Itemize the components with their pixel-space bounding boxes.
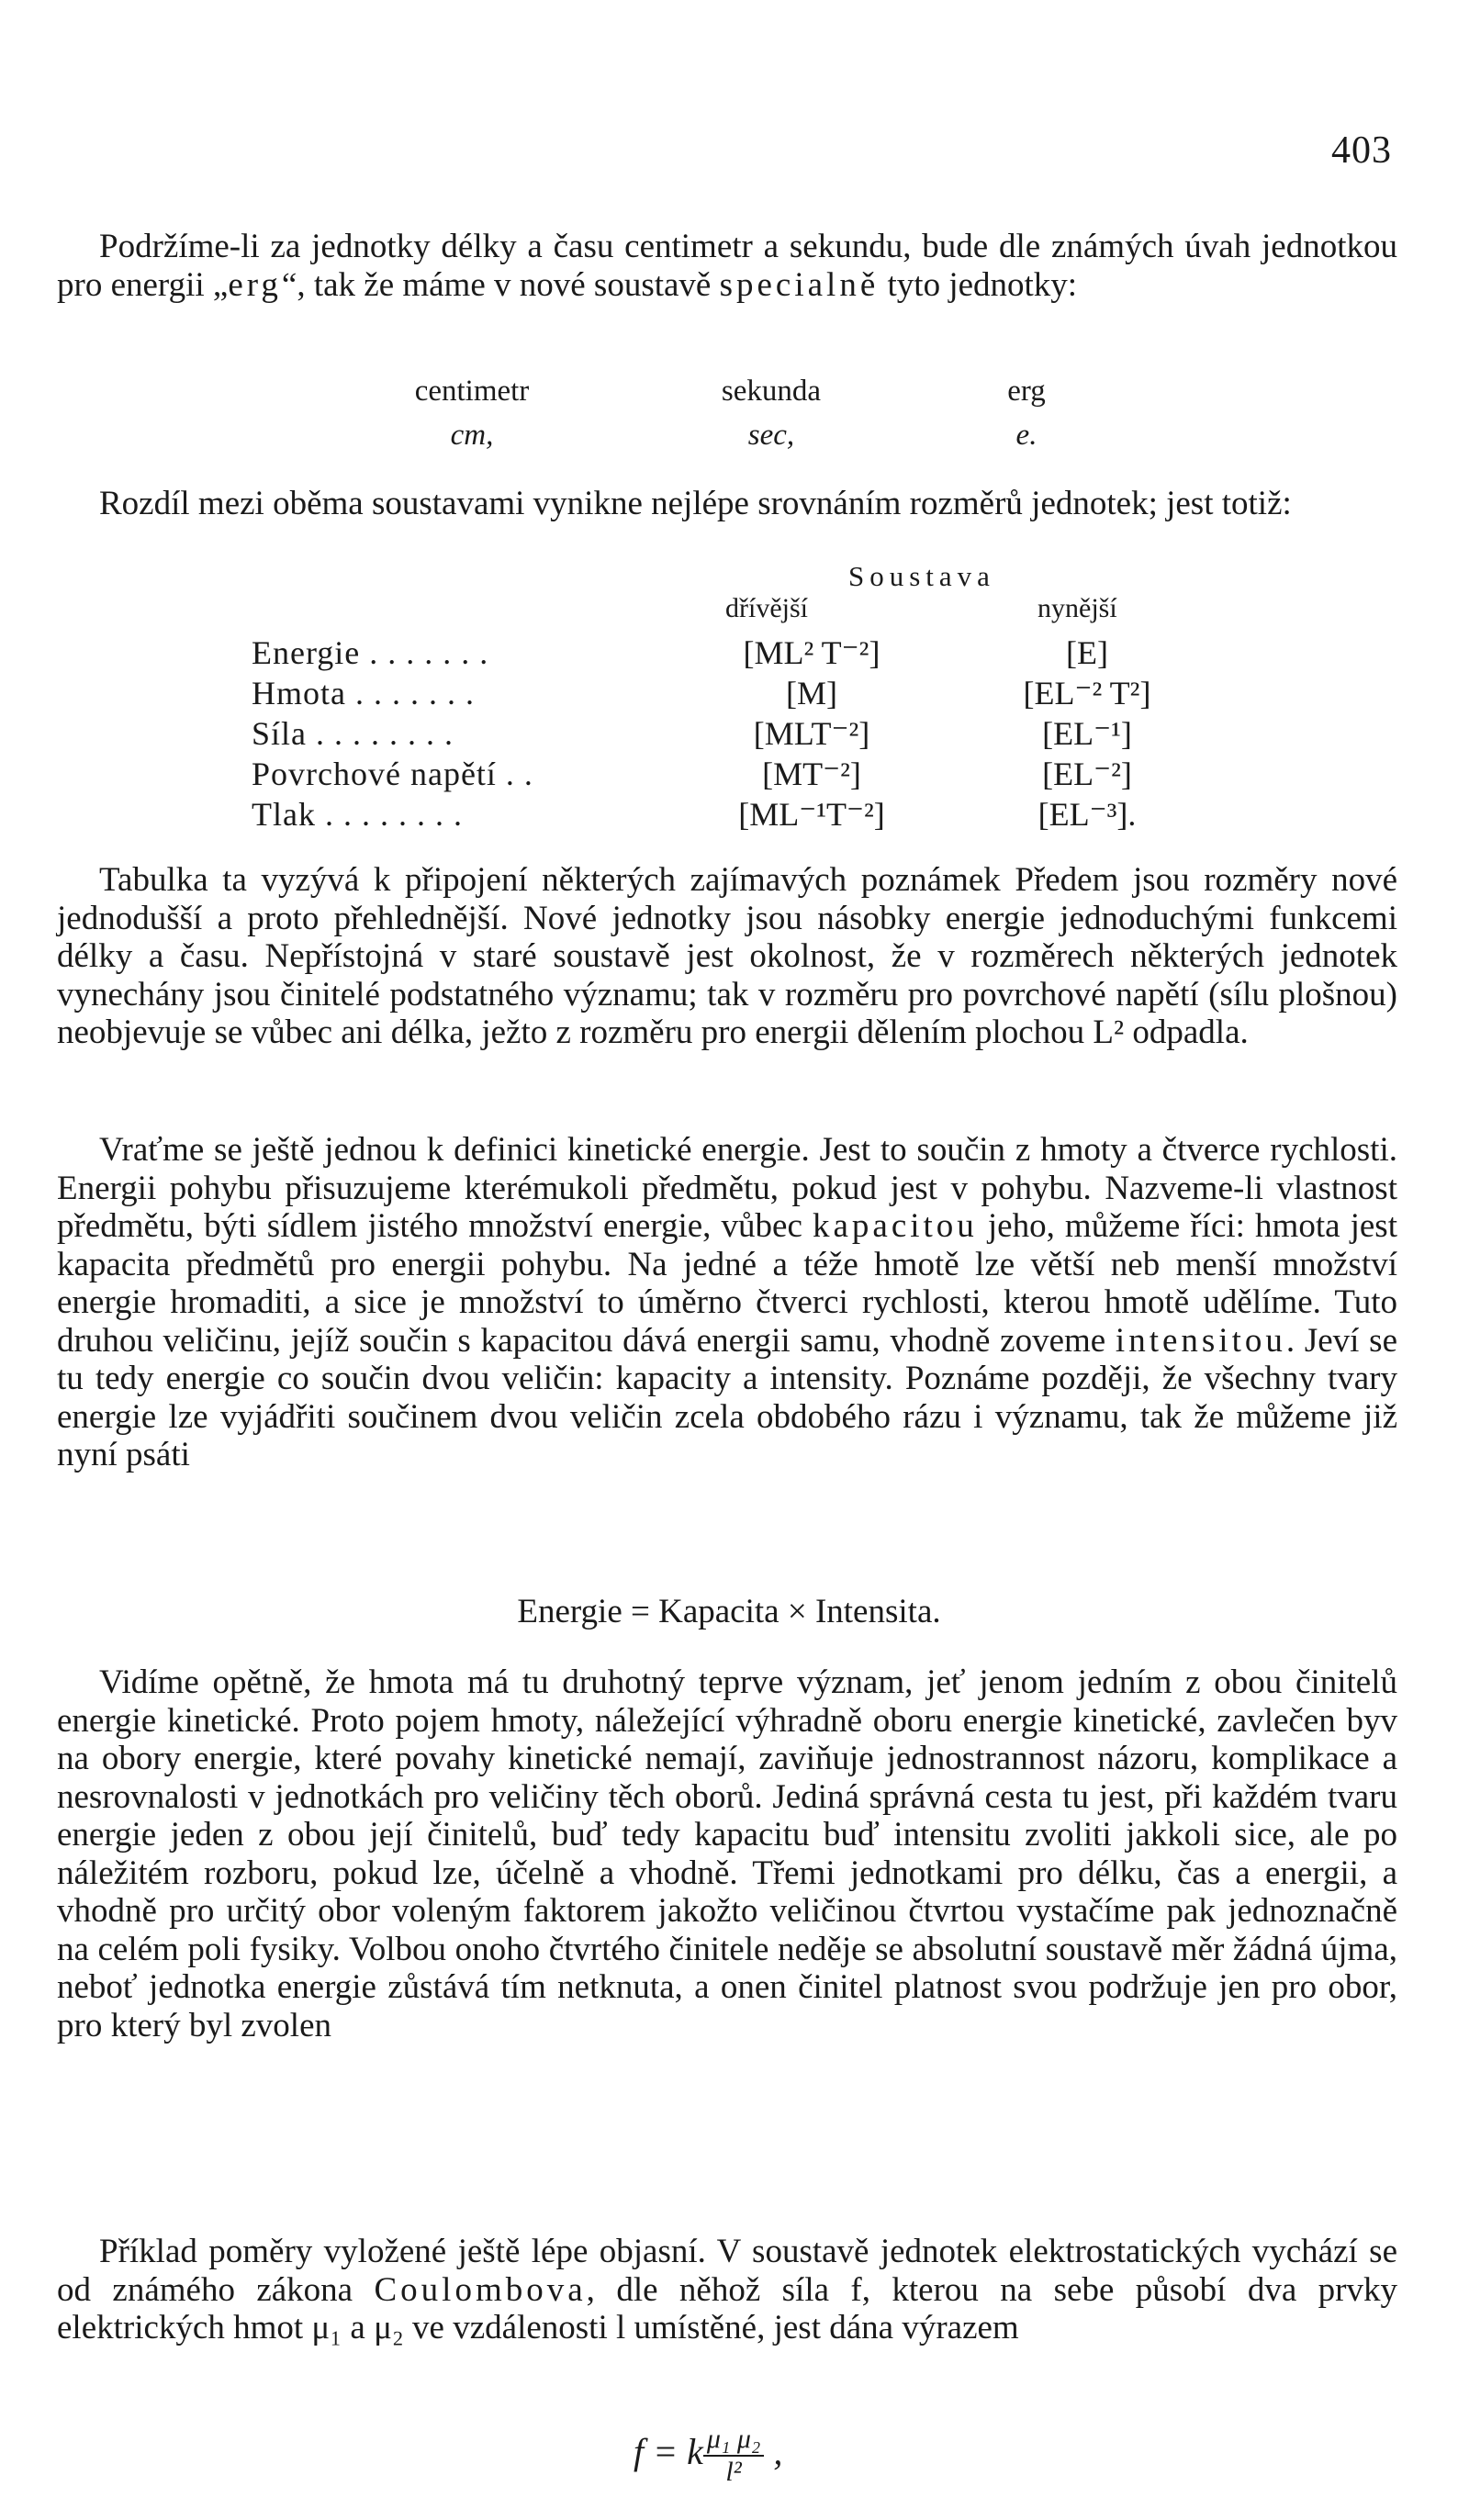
formula-numerator: μ₁ μ₂ bbox=[703, 2424, 764, 2457]
column-new: nynější bbox=[1037, 593, 1117, 623]
table-row: Povrchové napětí . . [MT⁻²] [EL⁻²] bbox=[252, 756, 1132, 792]
table-row: Hmota . . . . . . . [M] [EL⁻² T²] bbox=[252, 675, 1151, 711]
term-kapacita: kapacitou bbox=[812, 1207, 978, 1245]
comparison-intro: Rozdíl mezi oběma soustavami vynikne nejlépe srovnáním rozměrů jednotek; jest totiž: bbox=[99, 485, 1292, 522]
formula-denominator: l² bbox=[725, 2457, 742, 2487]
formula-fraction bbox=[703, 2424, 764, 2488]
formula-tail: , bbox=[764, 2431, 783, 2473]
coulomb-formula bbox=[634, 2424, 782, 2488]
unit-name-cm: centimetr bbox=[414, 375, 530, 408]
term-specialne: specialně bbox=[719, 265, 880, 304]
table-row: Energie . . . . . . . [ML² T⁻²] [E] bbox=[252, 634, 1108, 671]
formula-lhs: f = k bbox=[634, 2431, 703, 2473]
table-row: Síla . . . . . . . . [MLT⁻²] [EL⁻¹] bbox=[252, 715, 1132, 752]
term-intensita: intensitou bbox=[1115, 1321, 1286, 1360]
unit-symbol-cm: cm, bbox=[450, 419, 494, 452]
energy-formula: Energie = Kapacita × Intensita. bbox=[517, 1593, 941, 1630]
page-number: 403 bbox=[1331, 129, 1392, 172]
term-erg: erg bbox=[228, 265, 282, 304]
coulomb-paragraph: Příklad poměry vyložené ještě lépe objasní. V soustavě jednotek elektrostatických vychází se od známého zákona Coulombova, dle něhož síla f, kterou na sebe působí dva prvky elektrických hmot μ₁ a μ₂ ve vzdálenosti l umístěné, jest dána výrazem bbox=[57, 2233, 1397, 2346]
intro-paragraph: Podržíme-li za jednotky délky a času centimetr a sekundu, bude dle známých úvah jednotkou pro energii „erg“, tak že máme v nové soustavě specialně tyto jednotky: bbox=[57, 228, 1397, 304]
unit-symbol-sec: sec, bbox=[747, 419, 795, 452]
mass-paragraph: Vidíme opětně, že hmota má tu druhotný teprve význam, jeť jenom jedním z obou činitelů energie kinetické. Proto pojem hmoty, náležející výhradně oboru energie kinetické, zavlečen byv na obory energie, které povahy kinetické nemají, zaviňuje jednostrannost názoru, komplikace a nesrovnalosti v jednotkách pro veličiny těch oborů. Jediná správná cesta tu jest, při každém tvaru energie jeden z obou její činitelů, buď tedy kapacitu buď intensitu zvoliti jakkoli sice, ale po náležitém rozboru, pokud lze, účelně a vhodně. Třemi jednotkami pro délku, čas a energii, a vhodně pro určitý obor voleným faktorem jakožto veličinou čtvrtou vystačíme pak jednoznačně na celém poli fysiky. Volbou onoho čtvrtého činitele neděje se absolutní soustavě měr žádná újma, neboť jednotka energie zůstává tím netknuta, a onen činitel platnost svou podržuje jen pro obor, pro který byl zvolen bbox=[57, 1663, 1397, 2044]
kinetic-energy-paragraph: Vraťme se ještě jednou k definici kinetické energie. Jest to součin z hmoty a čtverce rychlosti. Energii pohybu přisuzujeme kterémukoli předmětu, pokud jest v pohybu. Nazveme-li vlastnost předmětu, býti sídlem jistého množství energie, vůbec kapacitou jeho, můžeme říci: hmota jest kapacita předmětů pro energii pohybu. Na jedné a téže hmotě lze větší neb menší množství energie hromaditi, a sice je množství to úměrno čtverci rychlosti, kterou hmotě udělíme. Tuto druhou veličinu, jejíž součin s kapacitou dává energii samu, vhodně zoveme intensitou. Jeví se tu tedy energie co součin dvou veličin: kapacity a intensity. Poznáme později, že všechny tvary energie lze vyjádřiti součinem dvou veličin zcela obdobého rázu i významu, tak že můžeme již nyní psáti bbox=[57, 1131, 1397, 1473]
unit-symbol-erg: e. bbox=[1015, 419, 1037, 452]
unit-name-erg: erg bbox=[1007, 375, 1046, 408]
column-old: dřívější bbox=[725, 593, 808, 623]
table-commentary-paragraph: Tabulka ta vyzývá k připojení některých zajímavých poznámek Předem jsou rozměry nové jednodušší a proto přehlednější. Nové jednotky jsou násobky energie jednoduchými funkcemi délky a času. Nepřístojná v staré soustavě jest okolnost, že v rozměrech některých jednotek vynechány jsou činitelé podstatného významu; tak v rozměru pro povrchové napětí (sílu plošnou) neobjevuje se vůbec ani délka, ježto z rozměru pro energii dělením plochou L² odpadla. bbox=[57, 861, 1397, 1051]
dimension-comparison-table bbox=[252, 560, 1262, 854]
table-heading: Soustava bbox=[848, 560, 995, 592]
term-coulomb: Coulombova bbox=[374, 2270, 587, 2309]
table-row: Tlak . . . . . . . . [ML⁻¹T⁻²] [EL⁻³]. bbox=[252, 796, 1137, 833]
unit-name-sec: sekunda bbox=[721, 375, 822, 408]
